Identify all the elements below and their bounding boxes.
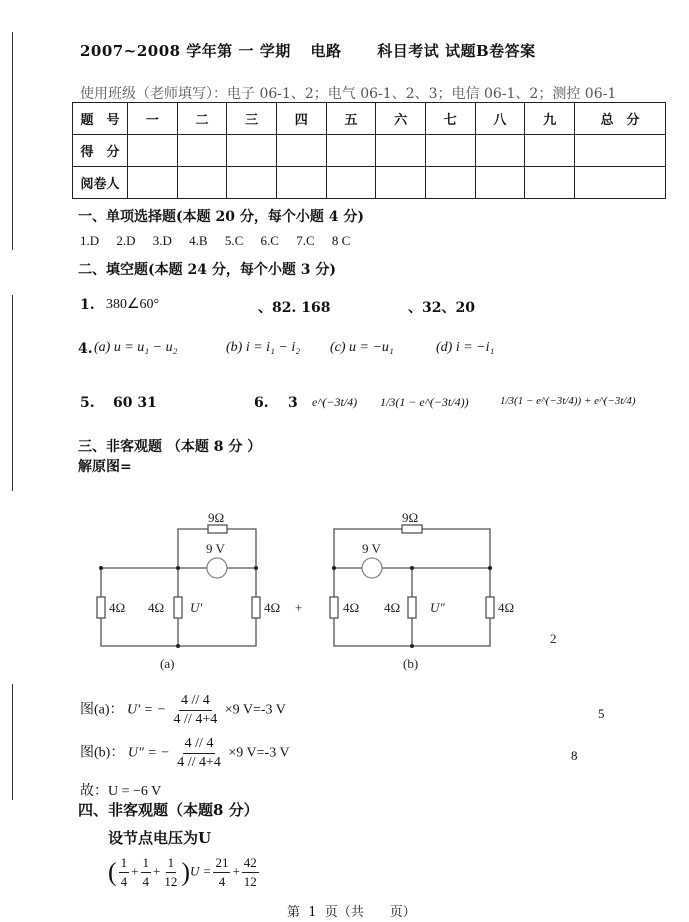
eq-lhs: U' = − <box>127 702 167 718</box>
score-cell <box>425 135 475 167</box>
fraction <box>141 854 152 891</box>
title-exam: 科目考试 试题B卷答案 <box>377 42 536 60</box>
answer: 7.C <box>296 233 315 248</box>
denominator: 4 <box>120 874 128 889</box>
table-row <box>73 135 666 167</box>
fraction <box>119 854 130 891</box>
q4-answer-b: (b) i = i₁ − i₂ <box>226 340 301 355</box>
section1-heading: 一、单项选择题(本题 20 分，每个小题 4 分) <box>78 209 364 225</box>
numerator: 4 // 4 <box>179 692 212 711</box>
score-table <box>72 102 666 199</box>
column-header: 七 <box>425 103 475 135</box>
column-header: 总 分 <box>575 103 666 135</box>
score-cell <box>525 135 575 167</box>
page-title <box>80 40 550 61</box>
denominator: 4 <box>142 874 150 889</box>
answer: 6.C <box>260 233 279 248</box>
q6-expr1: e^(−3t/4) <box>312 395 358 409</box>
circuit-diagram <box>0 500 689 680</box>
score-mark: 5 <box>598 706 605 721</box>
q1-answer-c: 、32、20 <box>408 300 475 316</box>
q1-answer-b: 、82. 168 <box>258 300 331 316</box>
q5-number: 5. <box>80 395 95 411</box>
column-header: 五 <box>326 103 376 135</box>
voltage-label: U' <box>190 600 203 615</box>
eq-mid: U = <box>190 863 212 879</box>
numerator: 4 // 4 <box>183 735 216 754</box>
score-mark: 2 <box>550 631 557 646</box>
score-mark: 8 <box>571 748 578 763</box>
q4-answer-a: (a) u = u₁ − u₂ <box>94 340 178 355</box>
answer: 3.D <box>152 233 172 248</box>
column-header: 九 <box>525 103 575 135</box>
source-label: 9 V <box>206 541 225 556</box>
numerator: 1 <box>166 854 177 873</box>
q5-answer: 60 31 <box>113 395 157 411</box>
numerator: 1 <box>119 854 130 873</box>
numerator: 1 <box>141 854 152 873</box>
row-label: 阅卷人 <box>73 167 128 199</box>
q4-answer-d: (d) i = −i₁ <box>436 340 495 355</box>
q6-expr3: 1/3(1 − e^(−3t/4)) + e^(−3t/4) <box>500 395 636 407</box>
denominator: 4 // 4+4 <box>177 755 221 770</box>
q6-expr2: 1/3(1 − e^(−3t/4)) <box>380 395 469 409</box>
resistor-label: 4Ω <box>109 600 126 615</box>
section3-intro: 解原图= <box>78 459 132 475</box>
row-label: 题 号 <box>73 103 128 135</box>
score-cell <box>326 167 376 199</box>
resistor-label: 4Ω <box>343 600 360 615</box>
voltage-label: U" <box>430 600 445 615</box>
score-cell <box>525 167 575 199</box>
fraction <box>172 692 220 729</box>
q6-number: 6. <box>254 395 269 411</box>
section3-heading: 三、非客观题 （本题 8 分 ） <box>78 439 262 455</box>
resistor-label: 4Ω <box>384 600 401 615</box>
node <box>488 566 492 570</box>
resistor-label: 9Ω <box>402 510 419 525</box>
resistor-label: 4Ω <box>264 600 281 615</box>
node <box>99 566 103 570</box>
fraction <box>213 854 230 891</box>
resistor-label: 4Ω <box>498 600 515 615</box>
score-cell <box>177 167 227 199</box>
column-header: 八 <box>475 103 525 135</box>
eq-rhs: ×9 V=-3 V <box>228 745 290 761</box>
column-header: 一 <box>128 103 178 135</box>
node <box>410 566 414 570</box>
margin-line <box>12 295 13 491</box>
answer: 1.D <box>80 233 100 248</box>
node <box>254 566 258 570</box>
section1-answers <box>80 233 364 249</box>
source-label: 9 V <box>362 541 381 556</box>
page-footer: 第 1 页（共 页） <box>287 905 416 920</box>
q6-answer: 3 <box>288 395 298 411</box>
node <box>410 644 414 648</box>
score-cell <box>276 135 326 167</box>
denominator: 12 <box>164 874 178 889</box>
eq-label: 图(b)： <box>80 745 125 761</box>
section4-intro: 设节点电压为U <box>108 829 212 847</box>
table-row <box>73 103 666 135</box>
score-cell <box>227 167 277 199</box>
result: 故：U = −6 V <box>80 784 162 799</box>
fraction <box>242 854 259 891</box>
score-cell <box>475 167 525 199</box>
plus-sign: + <box>295 600 303 615</box>
score-cell <box>177 135 227 167</box>
resistor-label: 9Ω <box>208 510 225 525</box>
score-cell <box>575 167 666 199</box>
answer: 4.B <box>189 233 208 248</box>
column-header: 三 <box>227 103 277 135</box>
eq-rhs: ×9 V=-3 V <box>224 702 286 718</box>
fraction <box>175 735 223 772</box>
eq-label: 图(a)： <box>80 702 124 718</box>
column-header: 六 <box>376 103 426 135</box>
denominator: 12 <box>243 874 257 889</box>
answer: 8 C <box>331 233 351 248</box>
score-cell <box>376 167 426 199</box>
answer: 5.C <box>224 233 244 248</box>
score-cell <box>376 135 426 167</box>
node-equation: ( $\frac{1}{4}$ + $\frac{1}{4}$ + $\frac{1}{12}$ )U = $\frac{21}{4}$ + $\frac{42}{12}$ <box>108 855 257 889</box>
numerator: 42 <box>242 854 259 873</box>
score-cell <box>227 135 277 167</box>
title-term: 2007~2008 学年第 一 学期 <box>80 42 291 60</box>
equation-a <box>80 692 286 729</box>
q1-number: 1. <box>80 297 95 313</box>
score-cell <box>128 167 178 199</box>
node <box>176 644 180 648</box>
section4-heading: 四、非客观题（本题8 分） <box>78 801 259 819</box>
classes-line: 使用班级（老师填写）：电子 06-1、2；电气 06-1、2、3；电信 06-1、2；测控 06-1 <box>80 86 617 102</box>
column-header: 二 <box>177 103 227 135</box>
denominator: 4 // 4+4 <box>173 712 218 727</box>
section2-heading: 二、填空题(本题 24 分，每个小题 3 分) <box>78 262 336 278</box>
score-cell <box>575 135 666 167</box>
answer: 2.D <box>116 233 136 248</box>
denominator: 4 <box>218 874 226 889</box>
numerator: 21 <box>213 854 230 873</box>
node <box>176 566 180 570</box>
eq-lhs: U" = − <box>127 745 170 761</box>
equation-b <box>80 735 290 772</box>
score-cell <box>128 135 178 167</box>
score-cell <box>425 167 475 199</box>
caption-a: (a) <box>160 656 175 671</box>
margin-line <box>12 684 13 800</box>
column-header: 四 <box>276 103 326 135</box>
node <box>332 566 336 570</box>
row-label: 得 分 <box>73 135 128 167</box>
margin-line <box>12 32 13 250</box>
score-cell <box>276 167 326 199</box>
q4-answer-c: (c) u = −u₁ <box>330 340 394 355</box>
fraction <box>162 854 179 891</box>
score-cell <box>475 135 525 167</box>
q4-number: 4. <box>78 341 93 357</box>
table-row <box>73 167 666 199</box>
title-course: 电路 <box>310 42 342 60</box>
score-cell <box>326 135 376 167</box>
q1-answer-a: 380∠60° <box>106 297 160 312</box>
resistor-label: 4Ω <box>148 600 165 615</box>
caption-b: (b) <box>403 656 419 671</box>
